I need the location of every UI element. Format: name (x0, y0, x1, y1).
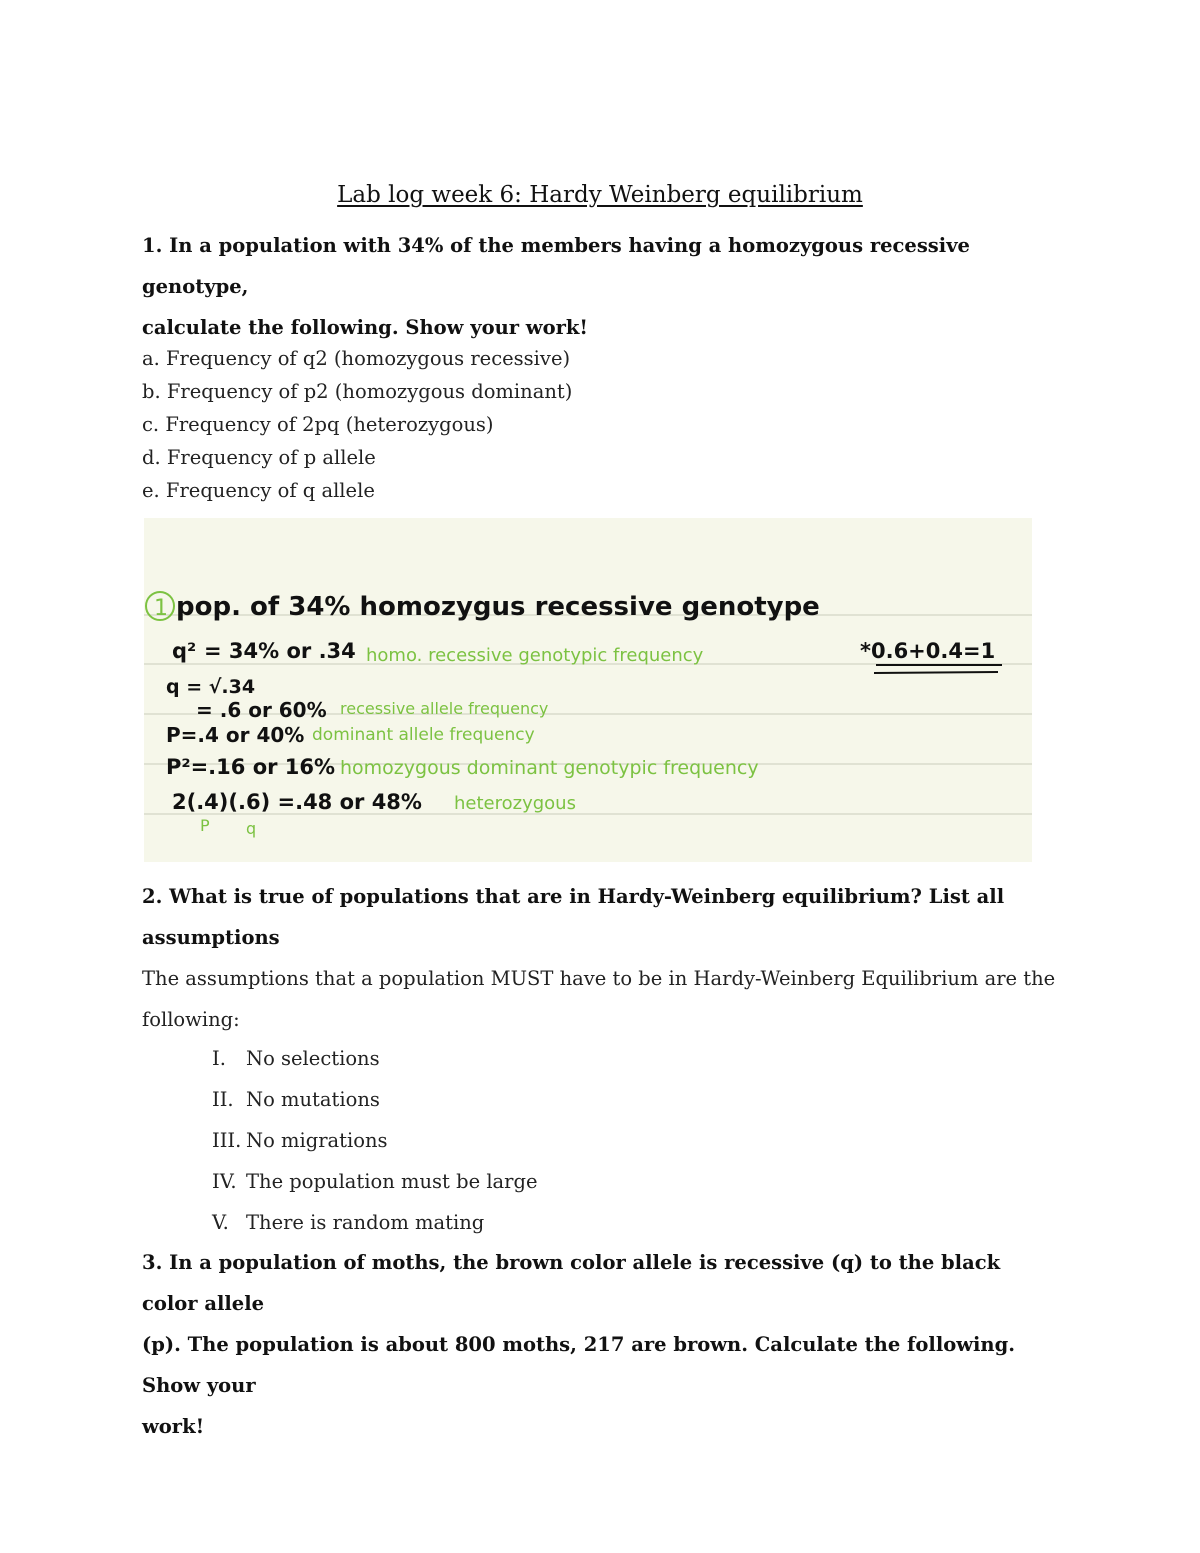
note-q-value: = .6 or 60% (196, 698, 327, 722)
note-heading: pop. of 34% homozygus recessive genotype (176, 592, 820, 622)
list-text: No migrations (246, 1129, 388, 1152)
note-p-label: dominant allele frequency (312, 725, 535, 745)
list-text: No selections (246, 1047, 380, 1070)
list-item: b. Frequency of p2 (homozygous dominant) (142, 380, 573, 403)
list-number: IV. (212, 1170, 237, 1193)
note-check: *0.6+0.4=1 (860, 639, 996, 663)
list-item: a. Frequency of q2 (homozygous recessive) (142, 347, 571, 370)
note-2pq-label: heterozygous (454, 793, 576, 814)
list-item (212, 1038, 538, 1079)
question-1 (142, 225, 1062, 348)
answer-line-2: following: (142, 1008, 240, 1031)
list-item (212, 1120, 538, 1161)
question-2-line-1: 2. What is true of populations that are in Hardy-Weinberg equilibrium? List all (142, 885, 1005, 908)
list-number: V. (212, 1211, 229, 1234)
list-item: e. Frequency of q allele (142, 479, 375, 502)
note-q-label: recessive allele frequency (340, 699, 549, 718)
assumptions-list (212, 1038, 538, 1243)
note-2pq-value: 2(.4)(.6) =.48 or 48% (172, 790, 422, 814)
list-item (212, 1079, 538, 1120)
list-item: d. Frequency of p allele (142, 446, 376, 469)
answer-line-1: The assumptions that a population MUST have to be in Hardy-Weinberg Equilibrium are the (142, 967, 1056, 990)
list-item (212, 1202, 538, 1243)
question-2 (142, 876, 1062, 958)
note-q2-label: homo. recessive genotypic frequency (366, 645, 704, 666)
question-2-answer (142, 958, 1062, 1040)
question-3 (142, 1242, 1062, 1447)
list-number: I. (212, 1047, 226, 1070)
question-3-line-3: work! (142, 1415, 205, 1438)
question-3-line-2: (p). The population is about 800 moths, 217 are brown. Calculate the following. Show your (142, 1333, 1016, 1397)
list-item (212, 1161, 538, 1202)
note-circle-number: 1 (154, 596, 168, 621)
list-item: c. Frequency of 2pq (heterozygous) (142, 413, 494, 436)
note-p2-value: P²=.16 or 16% (166, 755, 336, 779)
question-1-line-1: 1. In a population with 34% of the members having a homozygous recessive genotype, (142, 234, 970, 298)
list-number: III. (212, 1129, 242, 1152)
list-number: II. (212, 1088, 234, 1111)
question-2-line-2: assumptions (142, 926, 280, 949)
question-1-items (142, 342, 572, 507)
list-text: The population must be large (246, 1170, 538, 1193)
note-under-p: P (200, 816, 210, 835)
list-text: There is random mating (246, 1211, 485, 1234)
question-3-line-1: 3. In a population of moths, the brown color allele is recessive (q) to the black color allele (142, 1251, 1001, 1315)
handwritten-notes-image (144, 518, 1032, 862)
note-q-line: q = √.34 (166, 676, 256, 698)
note-under-q: q (246, 819, 257, 838)
note-p2-label: homozygous dominant genotypic frequency (340, 757, 759, 779)
question-1-line-2: calculate the following. Show your work! (142, 316, 588, 339)
note-p-value: P=.4 or 40% (166, 723, 305, 747)
note-q2-value: = 34% or .34 (204, 639, 356, 663)
list-text: No mutations (246, 1088, 380, 1111)
page-title: Lab log week 6: Hardy Weinberg equilibrium (337, 182, 863, 208)
note-q2-symbol: q² (172, 639, 197, 663)
